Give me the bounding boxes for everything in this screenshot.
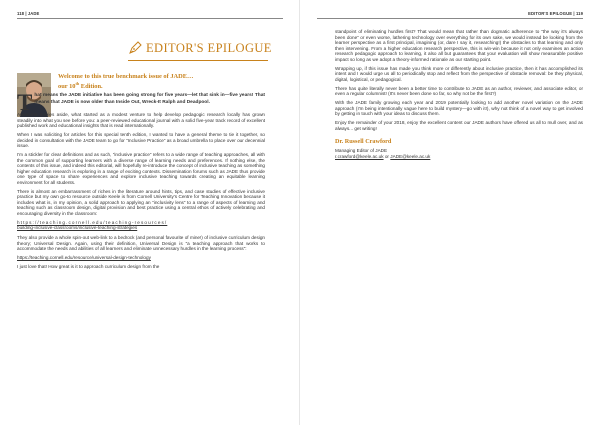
title-row: [127, 40, 272, 56]
email-link-jade[interactable]: JADE@keele.ac.uk: [390, 154, 431, 160]
left-text-column: [17, 92, 265, 273]
paragraph: I just love that! How great is it to approach curriculum design from the: [17, 263, 160, 269]
cornell-inclusive-link[interactable]: https://teaching.cornell.edu/teaching-resources/: [17, 219, 168, 225]
page-title: EDITOR'S EPILOGUE: [146, 40, 272, 55]
paragraph: Enjoy the remainder of your 2018, enjoy the excellent content our JADE authors have offered us all to mull over, and as always... get writing!: [335, 120, 583, 131]
paragraph: I'm a stickler for clear definitions and as such, “inclusive practice” refers to a wide range of teaching approaches, all with the common goal of supporting learners with a diverse range of learning needs and preferences. If nothing else, the contents of this issue, and indeed this editorial, will hopefully re-introduce the concept of inclusive teaching as something higher education research is exploring in a range of exciting contexts. Dissemination forums such as JADE thus provide one type of space to share experiences and explore inclusive teaching towards creating an equitable learning environment for all students.: [17, 151, 265, 185]
paragraph: There is almost an embarrassment of riches in the literature around hints, tips, and case studies of effective inclusive practice but my own go-to resource outside Keele is from Cornell University's Centre for Teaching Innovation because it includes what is, in my opinion, a solid approach to applying an “inclusivity lens” to a range of aspects of learning and teaching such as classroom design, digital provision and best practice using a central ethos of actively celebrating and encouraging diversity in the classroom:: [17, 188, 265, 217]
right-page-number: 119: [575, 11, 583, 16]
right-header-rule: [317, 18, 583, 19]
welcome-line-2: our 10th Edition.: [58, 81, 103, 91]
title-underline: [128, 60, 268, 61]
right-text-column: [335, 29, 583, 163]
drop-cap: T: [17, 90, 33, 115]
right-running-header: EDITOR'S EPILOGUE | 119: [528, 11, 583, 16]
left-page-number: 118: [17, 11, 25, 16]
right-section-name: EDITOR'S EPILOGUE: [528, 11, 573, 16]
universal-design-link[interactable]: https://teaching.cornell.edu/resource/universal-design-technology: [17, 255, 151, 260]
email-link-personal[interactable]: r.crawford@keele.ac.uk: [335, 154, 384, 160]
paragraph: They also provide a whole spin-out web-link to a bedrock (and personal favourite of mine!) of inclusive curriculum design theory; Universal Design. Again, using their definition, Universal Design is “a teaching approach that works to accommodate the needs and abilities of all learners and eliminate unnecessary hurdles in the learning process”:: [17, 235, 265, 252]
signature-emails: r.crawford@keele.ac.uk or JADE@keele.ac.uk: [335, 154, 431, 160]
pen-nib-icon: [127, 40, 143, 56]
paragraph: Wrapping up, if this issue has made you think more or differently about inclusive practice, then it has accomplished its intent and I would urge us all to periodically stop and reflect from the perspective of obstacle removal: be they physical, digital, logistical, or pedagogical.: [335, 65, 583, 82]
paragraph: With the JADE family growing each year and 2019 potentially looking to add another novel variation on the JADE approach (I'm being intentionally vague here to build mystery—go with it!), why not think of a novel way to get involved by getting in touch with your ideas to discuss them.: [335, 100, 583, 117]
left-journal-name: JADE: [27, 11, 40, 16]
welcome-heading: [58, 73, 230, 91]
signature-role: Managing Editor of JADE: [335, 147, 388, 153]
welcome-line-1: Welcome to this true benchmark issue of JADE…: [58, 73, 194, 80]
left-header-rule: [17, 18, 283, 19]
lead-paragraph: hat means the JADE initiative has been going strong for five years—let that sink in—five years! That means that JADE is now older than Inside Out, Wreck-It Ralph and Deadpool.: [34, 93, 265, 105]
left-running-header: 118 | JADE: [17, 11, 40, 16]
paragraph: When I was soliciting for articles for this special tenth edition, I wanted to have a general theme to tie it together, so decided in consultation with the JADE team to go for “Inclusive Practice” as a broad umbrella to place over our decennial issue.: [17, 131, 265, 149]
paragraph: Awesome movies aside, what started as a modest venture to help develop pedagogic research locally has grown steadily into what you see before you: a peer-reviewed educational journal with a solid five-year track record of excellent published work and educational insights that is read internationally.: [17, 112, 265, 129]
paragraph: standpoint of eliminating hurdles first? That would mean that rather than dogmatic adherence to “the way it's always been done” or even worse, lathering technology over everything for its own sake, we would instead be looking from the learner perspective as a first principal, imagining (or, dare I say it, researching!) the obstacles to that learning and only then intervening. From a higher education research perspective, this is win-win because it not only examines an action research pedagogic approach to learning, it also all but guarantees that your evaluation will show measurable positive impact so long as we adopt a theory-informed rationale as our starting point.: [335, 29, 583, 62]
cornell-inclusive-link-continued[interactable]: building-inclusive-classrooms/inclusive-teaching-strategies: [17, 225, 138, 231]
signature-name: Dr. Russell Crawford: [335, 138, 392, 146]
paragraph: There has quite literally never been a better time to contribute to JADE as an author, reviewer, and associate editor, or even a regular columnist! (It's never been done so far, so why not be the first?): [335, 85, 583, 97]
